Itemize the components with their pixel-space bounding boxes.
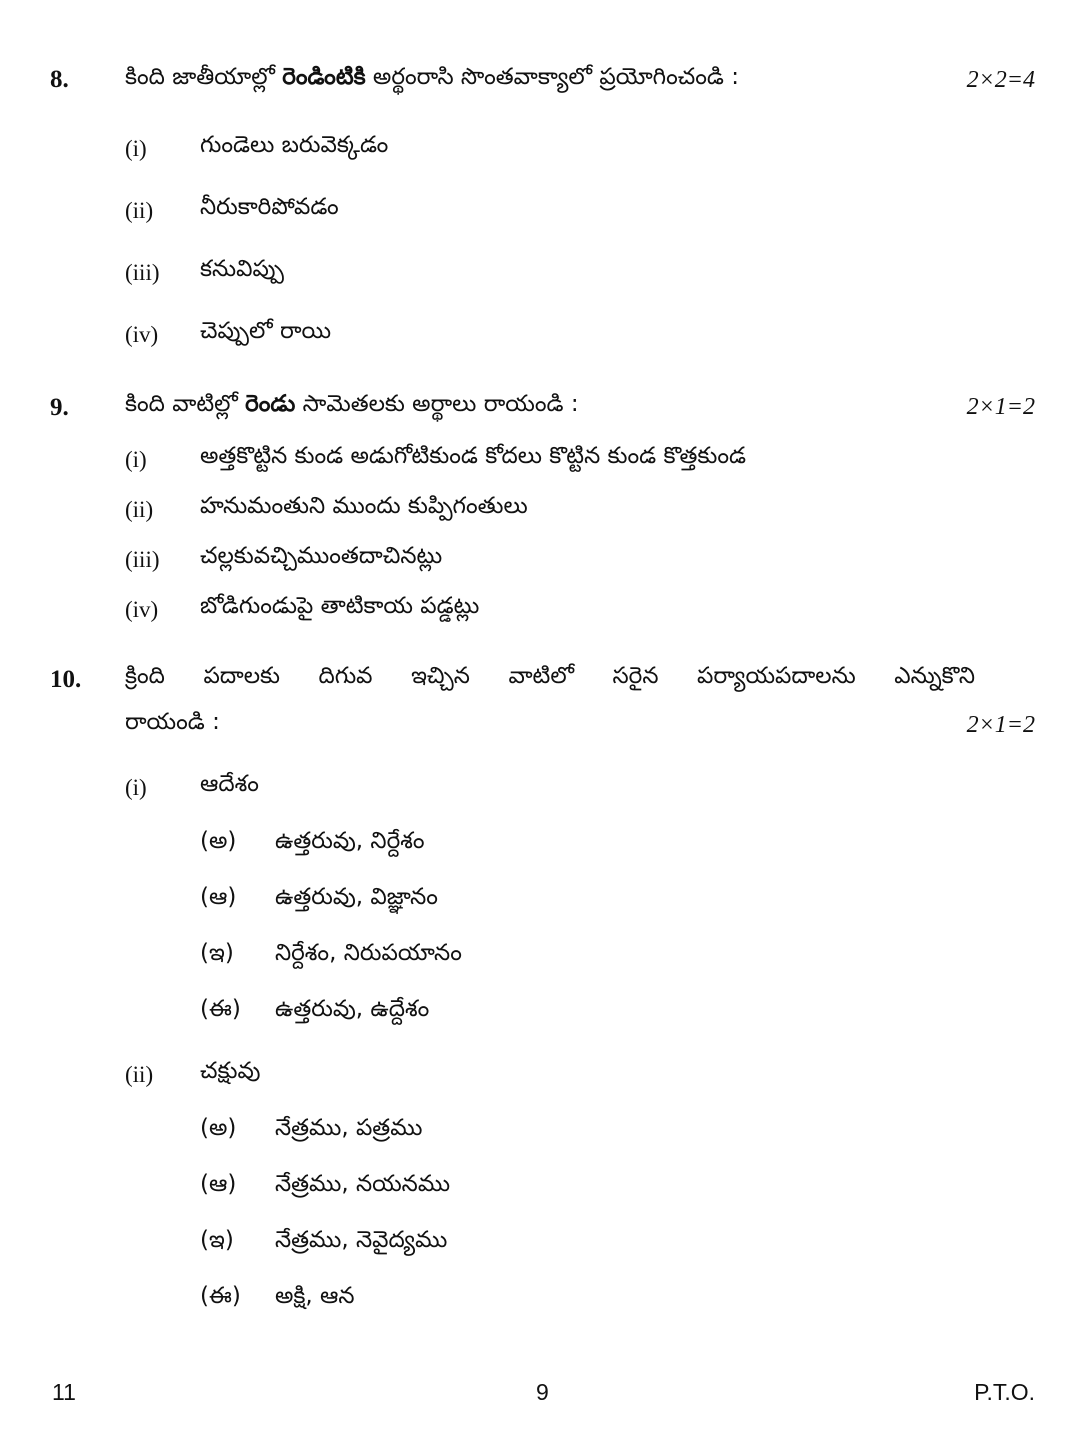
q10-word: దిగువ — [318, 663, 373, 689]
q9-item-label: (ii) — [125, 497, 154, 522]
page-number: 9 — [536, 1379, 549, 1405]
question-8-text-before: కింది జాతీయాల్లో — [125, 64, 283, 90]
q8-item-text: కనువిప్పు — [200, 256, 284, 282]
q9-item-text: అత్తకొట్టిన కుండ అడుగోటికుండ కోదలు కొట్టిన కుండ కొత్తకుండ — [200, 443, 747, 469]
option-label: (అ) — [200, 1115, 237, 1141]
q8-item-label: (ii) — [125, 198, 154, 223]
question-9-marks: 2×1=2 — [966, 394, 1035, 420]
question-9-text-after: సామెతలకు అర్థాలు రాయండి : — [295, 391, 579, 417]
option-text: ఉత్తరువు, ఉద్దేశం — [275, 996, 430, 1022]
question-9-text-bold: రెండు — [245, 391, 296, 417]
question-9-number: 9. — [50, 394, 69, 421]
option-text: నేత్రము, నయనము — [275, 1171, 451, 1197]
pto-label: P.T.O. — [974, 1379, 1035, 1405]
option-text: అక్షి, ఆన — [275, 1283, 355, 1309]
option-label: (ఇ) — [200, 1227, 234, 1253]
question-8-number: 8. — [50, 66, 69, 93]
q9-item-label: (i) — [125, 447, 147, 472]
q10-sub-label: (ii) — [125, 1062, 154, 1087]
option-text: నిర్దేశం, నిరుపయానం — [275, 940, 462, 966]
q10-word: పర్యాయపదాలను — [697, 663, 856, 689]
q10-word: ఇచ్చిన — [411, 663, 470, 689]
q8-item-label: (i) — [125, 136, 147, 161]
q10-word: వాటిలో — [508, 663, 574, 689]
option-text: నేత్రము, పత్రము — [275, 1115, 423, 1141]
q10-word: పదాలకు — [203, 663, 280, 689]
option-label: (అ) — [200, 828, 237, 854]
q10-word: ఎన్నుకొని — [894, 663, 975, 689]
q9-item-text: బోడిగుండుపై తాటికాయ పడ్డట్లు — [200, 593, 480, 619]
footer-code: 11 — [52, 1379, 76, 1405]
q8-item-text: గుండెలు బరువెక్కడం — [200, 132, 389, 158]
q8-item-text: చెప్పులో రాయి — [200, 318, 332, 344]
question-10-number: 10. — [50, 666, 82, 693]
question-10-marks: 2×1=2 — [966, 712, 1035, 738]
question-10-text-line2: రాయండి : — [125, 709, 220, 735]
option-label: (ఆ) — [200, 1171, 237, 1197]
q8-item-label: (iv) — [125, 322, 159, 347]
option-label: (ఈ) — [200, 1283, 241, 1309]
question-10-text-line1 — [125, 663, 975, 695]
option-text: నేత్రము, నెవైద్యము — [275, 1227, 448, 1253]
question-9-text-before: కింది వాటిల్లో — [125, 391, 246, 417]
option-label: (ఇ) — [200, 940, 234, 966]
q9-item-text: చల్లకువచ్చిముంతదాచినట్లు — [200, 543, 443, 569]
q10-sub-word: చక్షువు — [200, 1058, 261, 1084]
question-8-text — [125, 64, 739, 96]
option-text: ఉత్తరువు, విజ్ఞానం — [275, 884, 438, 910]
q8-item-text: నీరుకారిపోవడం — [200, 194, 339, 220]
question-8-text-after: అర్థంరాసి సొంతవాక్యాలో ప్రయోగించండి : — [365, 64, 739, 90]
question-8-marks: 2×2=4 — [966, 67, 1035, 93]
option-label: (ఆ) — [200, 884, 237, 910]
q10-word: క్రింది — [125, 663, 165, 689]
option-label: (ఈ) — [200, 996, 241, 1022]
q9-item-label: (iii) — [125, 547, 160, 572]
q8-item-label: (iii) — [125, 260, 160, 285]
question-9-text — [125, 391, 579, 423]
q9-item-label: (iv) — [125, 597, 159, 622]
q10-sub-word: ఆదేశం — [200, 771, 259, 797]
q9-item-text: హనుమంతుని ముందు కుప్పిగంతులు — [200, 493, 528, 519]
question-8-text-bold: రెండింటికి — [282, 64, 366, 90]
q10-sub-label: (i) — [125, 775, 147, 800]
q10-word: సరైన — [612, 663, 659, 689]
option-text: ఉత్తరువు, నిర్దేశం — [275, 828, 425, 854]
